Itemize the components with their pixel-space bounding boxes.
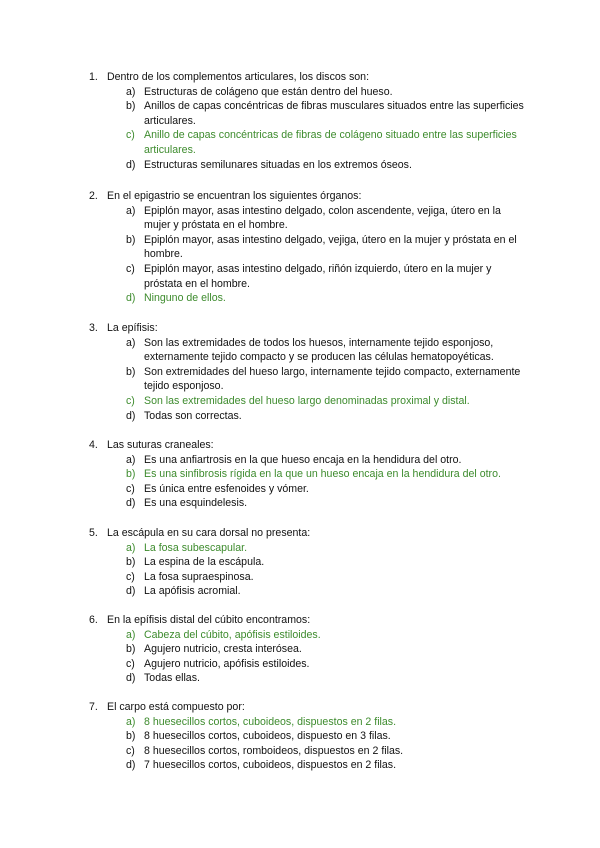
question-1 [89, 70, 529, 172]
option-d: d) 7 huesecillos cortos, cuboideos, dispuestos en 2 filas. [126, 759, 397, 772]
option-d-correct: d) Ninguno de ellos. [126, 292, 226, 305]
option-a: a) Epiplón mayor, asas intestino delgado, colon ascendente, vejiga, útero en la mujer y próstata en el hombre. [126, 204, 501, 232]
question-text: Dentro de los complementos articulares, los discos son: [107, 71, 370, 83]
option-a-correct: a) Cabeza del cúbito, apófisis estiloides. [126, 628, 321, 641]
question-number: 5. [89, 527, 98, 539]
option-d: d) Es una esquindelesis. [126, 497, 248, 510]
option-c: c) Epiplón mayor, asas intestino delgado, riñón izquierdo, útero en la mujer y próstata en el hombre. [126, 262, 492, 290]
option-b: b) Epiplón mayor, asas intestino delgado, vejiga, útero en la mujer y próstata en el hombre. [126, 233, 517, 261]
options-list [89, 715, 529, 773]
options-list [89, 336, 529, 424]
question-number: 6. [89, 614, 98, 626]
option-b: b) La espina de la escápula. [126, 556, 265, 569]
question-number: 2. [89, 190, 98, 202]
option-b-correct: b) Es una sinfibrosis rígida en la que un hueso encaja en la hendidura del otro. [126, 468, 501, 481]
question-text: Las suturas craneales: [107, 439, 214, 451]
question-text: En el epigastrio se encuentran los siguientes órganos: [107, 190, 362, 202]
option-c: c) Agujero nutricio, apófisis estiloides. [126, 657, 310, 670]
option-a: a) Estructuras de colágeno que están dentro del hueso. [126, 85, 393, 98]
question-number: 3. [89, 322, 98, 334]
option-a-correct: a) 8 huesecillos cortos, cuboideos, dispuestos en 2 filas. [126, 715, 397, 728]
option-c: c) 8 huesecillos cortos, romboideos, dispuestos en 2 filas. [126, 744, 404, 757]
question-3 [89, 321, 529, 423]
question-text: La epífisis: [107, 322, 158, 334]
question-number: 7. [89, 701, 98, 713]
options-list [89, 541, 529, 599]
options-list [89, 85, 529, 173]
option-c-correct: c) Anillo de capas concéntricas de fibras de colágeno situado entre las superficies articulares. [126, 129, 517, 156]
question-6 [89, 613, 529, 686]
options-list [89, 628, 529, 686]
option-c: c) La fosa supraespinosa. [126, 570, 254, 583]
question-text: La escápula en su cara dorsal no presenta: [107, 527, 311, 539]
option-d: d) La apófisis acromial. [126, 585, 241, 598]
option-a-correct: a) La fosa subescapular. [126, 541, 248, 554]
question-stem [89, 70, 529, 85]
question-stem [89, 526, 529, 541]
option-b: b) Son extremidades del hueso largo, internamente tejido compacto, externamente tejido esponjoso. [126, 365, 521, 393]
question-text: En la epífisis distal del cúbito encontramos: [107, 614, 311, 626]
option-d: d) Estructuras semilunares situadas en los extremos óseos. [126, 158, 412, 171]
question-text: El carpo está compuesto por: [107, 701, 245, 713]
option-c-correct: c) Son las extremidades del hueso largo denominadas proximal y distal. [126, 394, 470, 407]
question-number: 1. [89, 71, 98, 83]
option-a: a) Son las extremidades de todos los huesos, internamente tejido esponjoso, externamente tejido compacto y se producen las células hematopoyéticas. [126, 336, 494, 364]
question-4 [89, 438, 529, 511]
option-b: b) Agujero nutricio, cresta interósea. [126, 643, 302, 656]
question-stem [89, 438, 529, 453]
option-c: c) Es única entre esfenoides y vómer. [126, 482, 309, 495]
question-stem [89, 321, 529, 336]
option-a: a) Es una anfiartrosis en la que hueso encaja en la hendidura del otro. [126, 453, 462, 466]
option-b: b) Anillos de capas concéntricas de fibras musculares situados entre las superficies articulares. [126, 100, 524, 127]
option-d: d) Todas ellas. [126, 672, 200, 685]
question-5 [89, 526, 529, 599]
options-list [89, 453, 529, 511]
options-list [89, 204, 529, 306]
question-number: 4. [89, 439, 98, 451]
question-stem [89, 613, 529, 628]
question-7 [89, 700, 529, 773]
option-d: d) Todas son correctas. [126, 409, 242, 422]
question-stem [89, 700, 529, 715]
option-b: b) 8 huesecillos cortos, cuboideos, dispuesto en 3 filas. [126, 730, 391, 743]
question-stem [89, 189, 529, 204]
question-2 [89, 189, 529, 306]
